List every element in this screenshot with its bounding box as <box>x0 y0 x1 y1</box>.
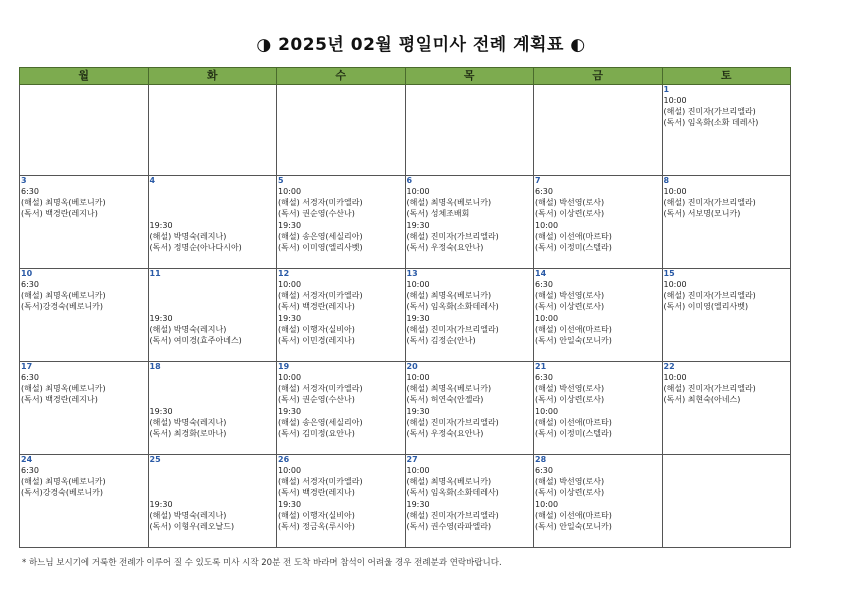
weekday-header: 수 <box>277 68 406 85</box>
assignment-line: (해설) 진미자(가브리엘라) <box>663 384 756 394</box>
mass-time: 10:00 <box>406 373 430 382</box>
assignment-line: (해설) 진미자(가브리엘라) <box>406 510 499 520</box>
mass-time: 19:30 <box>406 499 430 509</box>
assignment-line: (해설) 이선애(마르타) <box>535 510 612 520</box>
assignment-line: (독서) 정금옥(루시아) <box>278 522 355 532</box>
day-number: 22 <box>663 362 675 371</box>
mass-time: 10:00 <box>278 373 302 382</box>
mass-time: 10:00 <box>535 499 559 509</box>
day-cell <box>405 455 534 548</box>
mass-time: 6:30 <box>535 466 553 475</box>
assignment-line: (독서) 임옥화(소화 데레사) <box>663 118 759 128</box>
day-cell <box>534 85 663 176</box>
day-cell <box>405 176 534 269</box>
mass-time: 19:30 <box>278 313 302 323</box>
assignment-line: (독서) 이미영(엘리사벳) <box>278 243 363 253</box>
day-number: 1 <box>663 85 670 94</box>
mass-time: 10:00 <box>406 466 430 475</box>
assignment-line: (해설) 이행자(실비아) <box>278 510 355 520</box>
assignment-line: (독서)강경숙(베로니카) <box>21 488 104 498</box>
weekday-header: 금 <box>534 68 663 85</box>
assignment-line: (독서) 김정순(안나) <box>406 336 476 346</box>
day-number: 24 <box>21 455 33 464</box>
day-number <box>21 85 147 95</box>
day-number: 13 <box>406 269 418 278</box>
day-number <box>150 85 276 95</box>
day-cell <box>662 455 791 548</box>
day-cell <box>20 176 149 269</box>
weekday-header-row <box>20 68 791 85</box>
mass-time: 19:30 <box>278 220 302 230</box>
assignment-line: (해설) 진미자(가브리엘라) <box>663 291 756 301</box>
assignment-line: (해설) 최명옥(베로니카) <box>21 384 106 394</box>
day-number: 5 <box>278 176 284 185</box>
mass-time: 19:30 <box>149 499 173 509</box>
mass-time: 19:30 <box>406 313 430 323</box>
mass-time: 19:30 <box>278 406 302 416</box>
mass-time: 10:00 <box>278 466 302 475</box>
assignment-line: (독서) 우정숙(요안나) <box>406 429 484 439</box>
assignment-line: (해설) 박선영(로사) <box>535 384 605 394</box>
empty-slot <box>150 372 276 406</box>
assignment-line: (해설) 박명숙(레지나) <box>149 417 227 427</box>
day-cell <box>662 176 791 269</box>
assignment-line: (독서) 여미경(효주아녜스) <box>149 336 242 345</box>
assignment-line: (독서) 백경란(레지나) <box>278 488 355 498</box>
assignment-line: (해설) 이선애(마르타) <box>535 417 612 427</box>
assignment-line: (독서) 이민경(레지나) <box>278 336 355 346</box>
assignment-line: (독서) 이정미(스텔라) <box>535 243 612 253</box>
assignment-line: (독서) 이상련(로사) <box>535 209 605 219</box>
assignment-line: (독서) 권순영(수산나) <box>278 395 355 405</box>
assignment-line: (독서) 이상련(로사) <box>535 488 605 498</box>
assignment-line: (독서) 백경란(레지나) <box>21 209 98 219</box>
day-number: 27 <box>406 455 418 464</box>
weekday-header: 토 <box>662 68 791 85</box>
day-number <box>535 85 661 95</box>
day-number: 17 <box>21 362 33 371</box>
assignment-line: (해설) 이선애(마르타) <box>535 324 612 334</box>
day-cell <box>277 176 406 269</box>
empty-slot <box>150 279 276 313</box>
mass-time: 10:00 <box>663 96 687 105</box>
mass-time: 6:30 <box>535 280 553 289</box>
day-number: 4 <box>149 176 156 185</box>
day-cell <box>277 269 406 362</box>
mass-time: 19:30 <box>406 220 430 230</box>
assignment-line: (독서) 성체조배회 <box>406 209 470 219</box>
day-number: 14 <box>535 269 547 278</box>
day-number: 19 <box>278 362 290 371</box>
assignment-line: (독서) 최경화(로마나) <box>149 429 227 438</box>
day-cell <box>277 455 406 548</box>
assignment-line: (해설) 이선애(마르타) <box>535 231 612 241</box>
mass-time: 10:00 <box>535 313 559 323</box>
assignment-line: (해설) 서경자(미카엘라) <box>278 384 363 394</box>
mass-time: 19:30 <box>278 499 302 509</box>
weekday-header: 화 <box>148 68 277 85</box>
assignment-line: (해설) 최명옥(베로니카) <box>21 291 106 301</box>
mass-time: 19:30 <box>149 406 173 416</box>
mass-time: 10:00 <box>535 406 559 416</box>
day-number: 7 <box>535 176 541 185</box>
assignment-line: (독서) 이상련(로사) <box>535 395 605 405</box>
mass-time: 6:30 <box>21 187 39 196</box>
assignment-line: (해설) 진미자(가브리엘라) <box>406 324 499 334</box>
assignment-line: (해설) 서경자(미카엘라) <box>278 291 363 301</box>
day-number: 28 <box>535 455 547 464</box>
day-cell <box>20 362 149 455</box>
assignment-line: (독서) 서보명(모니카) <box>663 209 741 219</box>
day-cell <box>20 85 149 176</box>
assignment-line: (독서) 안일숙(모니카) <box>535 336 612 346</box>
assignment-line: (독서) 이미영(엘리사벳) <box>663 302 749 312</box>
day-cell <box>534 176 663 269</box>
empty-slot <box>150 465 276 499</box>
page-title: ◑ 2025년 02월 평일미사 전례 계획표 ◐ <box>256 35 586 55</box>
mass-time: 10:00 <box>278 187 302 196</box>
mass-time: 6:30 <box>21 280 39 289</box>
assignment-line: (해설) 박명숙(레지나) <box>149 510 227 520</box>
mass-time: 6:30 <box>21 373 39 382</box>
day-cell <box>148 85 277 176</box>
day-cell <box>148 455 277 548</box>
assignment-line: (독서)강경숙(베로니카) <box>21 302 104 312</box>
day-cell <box>534 455 663 548</box>
day-number: 15 <box>663 269 675 278</box>
weekday-header: 월 <box>20 68 149 85</box>
liturgy-calendar <box>19 67 791 548</box>
assignment-line: (독서) 우정숙(요안나) <box>406 243 484 253</box>
footnote: * 하느님 보시기에 거룩한 전례가 이루어 질 수 있도록 미사 시작 20분 전 도착 바라며 참석이 어려울 경우 전례분과 연락바랍니다. <box>22 558 502 568</box>
mass-time: 19:30 <box>406 406 430 416</box>
assignment-line: (독서) 백경란(레지나) <box>21 395 98 405</box>
day-cell <box>20 455 149 548</box>
day-cell <box>534 269 663 362</box>
weekday-header: 목 <box>405 68 534 85</box>
day-number: 10 <box>21 269 33 278</box>
day-cell <box>662 362 791 455</box>
day-cell <box>662 85 791 176</box>
day-cell <box>405 85 534 176</box>
day-cell <box>534 362 663 455</box>
assignment-line: (독서) 허연숙(안젤라) <box>406 395 484 405</box>
assignment-line: (독서) 김미정(요안나) <box>278 429 355 439</box>
assignment-line: (해설) 진미자(가브리엘라) <box>406 231 499 241</box>
week-row <box>20 455 791 548</box>
day-number: 8 <box>663 176 670 185</box>
mass-time: 10:00 <box>535 220 559 230</box>
assignment-line: (해설) 최명옥(베로니카) <box>406 384 492 394</box>
assignment-line: (해설) 서경자(미카엘라) <box>278 477 363 487</box>
assignment-line: (해설) 박선영(로사) <box>535 477 605 487</box>
mass-time: 6:30 <box>535 373 553 382</box>
mass-time: 10:00 <box>406 187 430 196</box>
day-number <box>278 85 404 95</box>
assignment-line: (독서) 임옥화(소화데레사) <box>406 302 499 312</box>
day-number: 3 <box>21 176 27 185</box>
assignment-line: (해설) 송은영(세실리아) <box>278 231 363 241</box>
day-cell <box>148 269 277 362</box>
day-number <box>664 455 790 465</box>
assignment-line: (해설) 박명숙(레지나) <box>149 324 227 334</box>
mass-time: 19:30 <box>149 220 173 230</box>
mass-time: 10:00 <box>406 280 430 289</box>
day-number <box>407 85 533 95</box>
day-number: 18 <box>149 362 161 371</box>
day-cell <box>662 269 791 362</box>
mass-time: 10:00 <box>663 280 687 289</box>
assignment-line: (독서) 안일숙(모니카) <box>535 522 612 532</box>
assignment-line: (해설) 박명숙(레지나) <box>149 231 227 241</box>
assignment-line: (해설) 최명옥(베로니카) <box>21 477 106 487</box>
day-cell <box>277 85 406 176</box>
week-row <box>20 269 791 362</box>
day-number: 25 <box>149 455 161 464</box>
assignment-line: (해설) 진미자(가브리엘라) <box>663 198 756 208</box>
day-cell <box>405 362 534 455</box>
week-row <box>20 176 791 269</box>
assignment-line: (독서) 이정미(스텔라) <box>535 429 612 439</box>
assignment-line: (해설) 최명옥(베로니카) <box>406 198 492 208</box>
day-number: 6 <box>406 176 413 185</box>
assignment-line: (해설) 이행자(실비아) <box>278 324 355 334</box>
mass-time: 10:00 <box>663 187 687 196</box>
assignment-line: (독서) 권순영(수산나) <box>278 209 355 219</box>
day-cell <box>148 176 277 269</box>
mass-time: 19:30 <box>149 313 173 323</box>
assignment-line: (해설) 최명옥(베로니카) <box>21 198 106 208</box>
assignment-line: (독서) 정명순(아나다시아) <box>149 243 242 252</box>
mass-time: 10:00 <box>663 373 687 382</box>
assignment-line: (해설) 최명옥(베로니카) <box>406 291 492 301</box>
assignment-line: (독서) 임옥화(소화데레사) <box>406 488 499 498</box>
day-cell <box>405 269 534 362</box>
mass-time: 6:30 <box>21 466 39 475</box>
day-number: 11 <box>149 269 161 278</box>
week-row <box>20 85 791 176</box>
day-number: 12 <box>278 269 290 278</box>
day-number: 21 <box>535 362 547 371</box>
assignment-line: (독서) 이형우(레오날드) <box>149 522 235 531</box>
week-row <box>20 362 791 455</box>
day-cell <box>20 269 149 362</box>
assignment-line: (해설) 최명옥(베로니카) <box>406 477 492 487</box>
assignment-line: (해설) 서경자(미카엘라) <box>278 198 363 208</box>
mass-time: 10:00 <box>278 280 302 289</box>
empty-slot <box>150 186 276 220</box>
day-cell <box>277 362 406 455</box>
day-cell <box>148 362 277 455</box>
assignment-line: (해설) 박선영(로사) <box>535 198 605 208</box>
mass-time: 6:30 <box>535 187 553 196</box>
assignment-line: (독서) 이상련(로사) <box>535 302 605 312</box>
assignment-line: (해설) 송은영(세실리아) <box>278 417 363 427</box>
assignment-line: (독서) 백경란(레지나) <box>278 302 355 312</box>
day-number: 20 <box>406 362 418 371</box>
day-number: 26 <box>278 455 290 464</box>
assignment-line: (해설) 박선영(로사) <box>535 291 605 301</box>
assignment-line: (독서) 권수영(라파엘라) <box>406 522 492 532</box>
assignment-line: (해설) 진미자(가브리엘라) <box>663 107 756 117</box>
assignment-line: (해설) 진미자(가브리엘라) <box>406 417 499 427</box>
assignment-line: (독서) 최현숙(아네스) <box>663 395 741 405</box>
